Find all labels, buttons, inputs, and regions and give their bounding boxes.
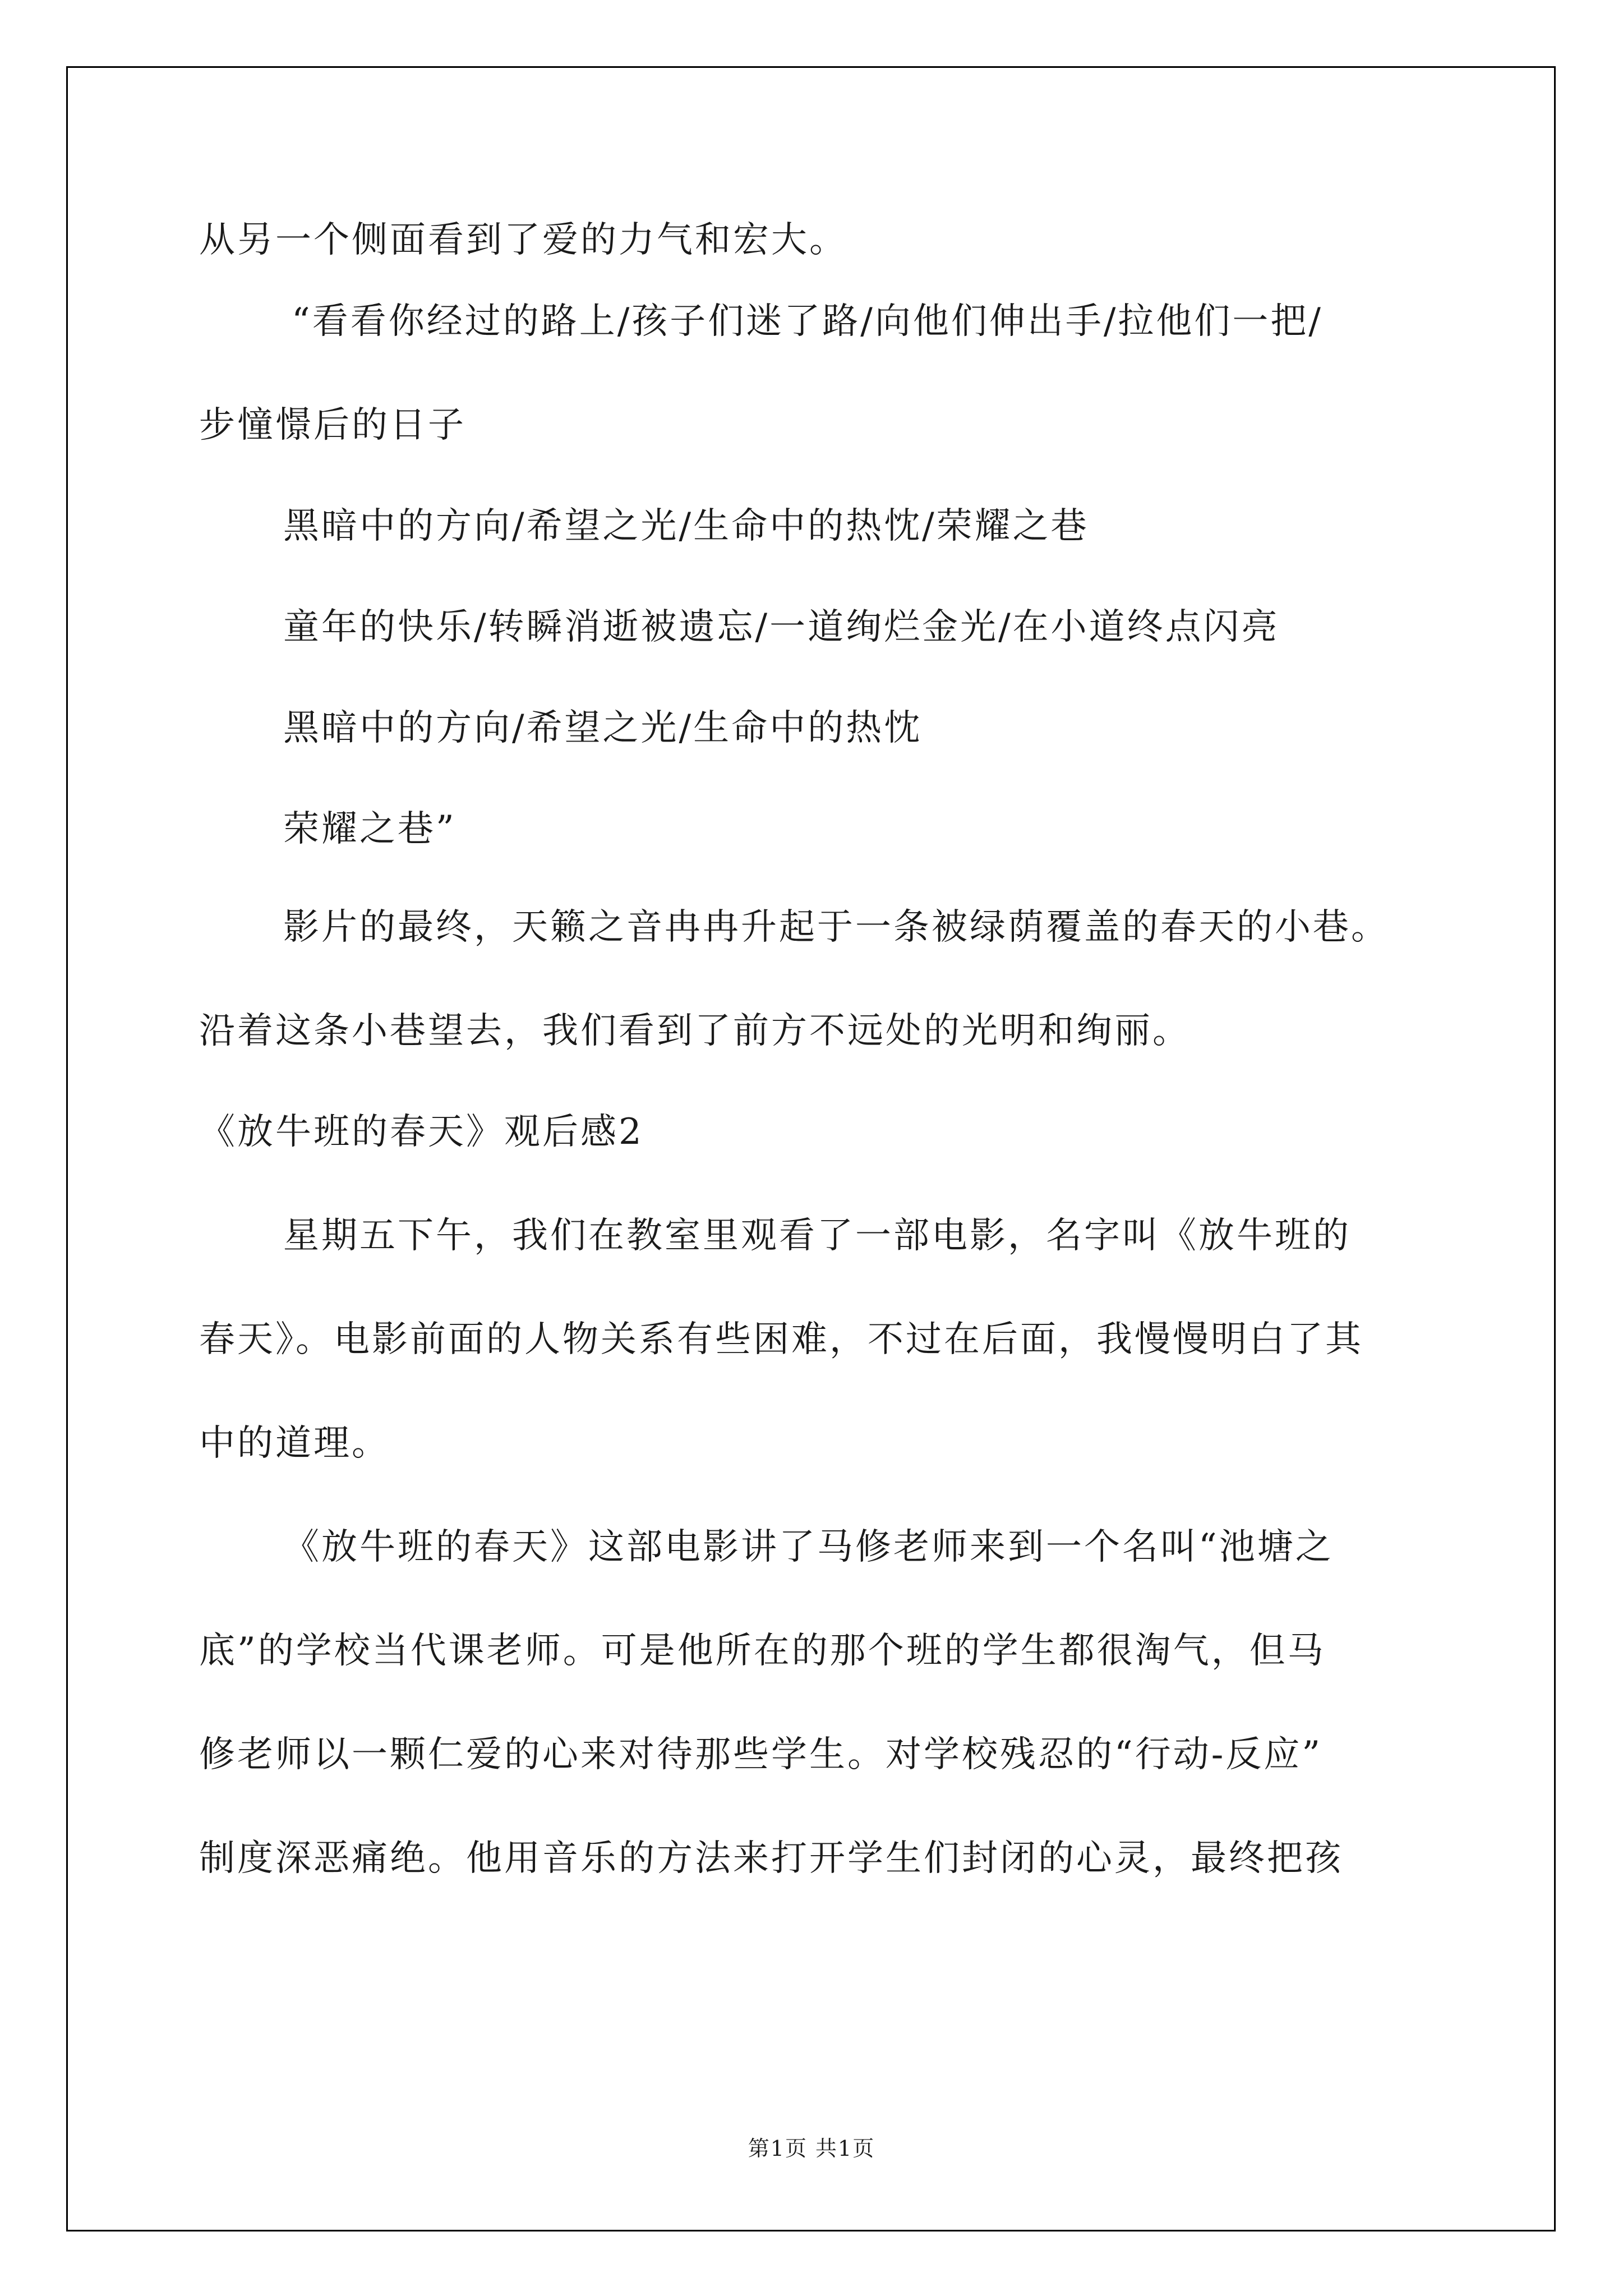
body-line: 星期五下午，我们在教室里观看了一部电影，名字叫《放牛班的 (283, 1215, 1351, 1257)
body-line: 沿着这条小巷望去，我们看到了前方不远处的光明和绚丽。 (199, 1010, 1191, 1052)
poem-line: “看看你经过的路上/孩子们迷了路/向他们伸出手/拉他们一把/ (292, 301, 1323, 342)
body-line: 制度深恶痛绝。他用音乐的方法来打开学生们封闭的心灵，最终把孩 (199, 1838, 1343, 1879)
poem-line: 步憧憬后的日子 (199, 404, 466, 446)
poem-line: 黑暗中的方向/希望之光/生命中的热忱/荣耀之巷 (283, 505, 1089, 547)
body-line: 中的道理。 (199, 1423, 390, 1464)
body-line: 修老师以一颗仁爱的心来对待那些学生。对学校残忍的“行动-反应” (199, 1734, 1323, 1775)
section-title: 《放牛班的春天》观后感2 (199, 1111, 644, 1153)
page-number-footer: 第1页 共1页 (748, 2136, 875, 2161)
body-line: 底”的学校当代课老师。可是他所在的那个班的学生都很淘气，但马 (199, 1630, 1326, 1672)
body-line: 从另一个侧面看到了爱的力气和宏大。 (199, 219, 847, 261)
poem-line: 童年的快乐/转瞬消逝被遗忘/一道绚烂金光/在小道终点闪亮 (283, 606, 1280, 648)
poem-line: 黑暗中的方向/希望之光/生命中的热忱 (283, 707, 923, 749)
body-line: 影片的最终，天籁之音冉冉升起于一条被绿荫覆盖的春天的小巷。 (283, 907, 1389, 948)
poem-line: 荣耀之巷” (283, 808, 457, 850)
body-line: 春天》。电影前面的人物关系有些困难，不过在后面，我慢慢明白了其 (199, 1319, 1363, 1360)
body-line: 《放牛班的春天》这部电影讲了马修老师来到一个名叫“池塘之 (283, 1526, 1334, 1568)
